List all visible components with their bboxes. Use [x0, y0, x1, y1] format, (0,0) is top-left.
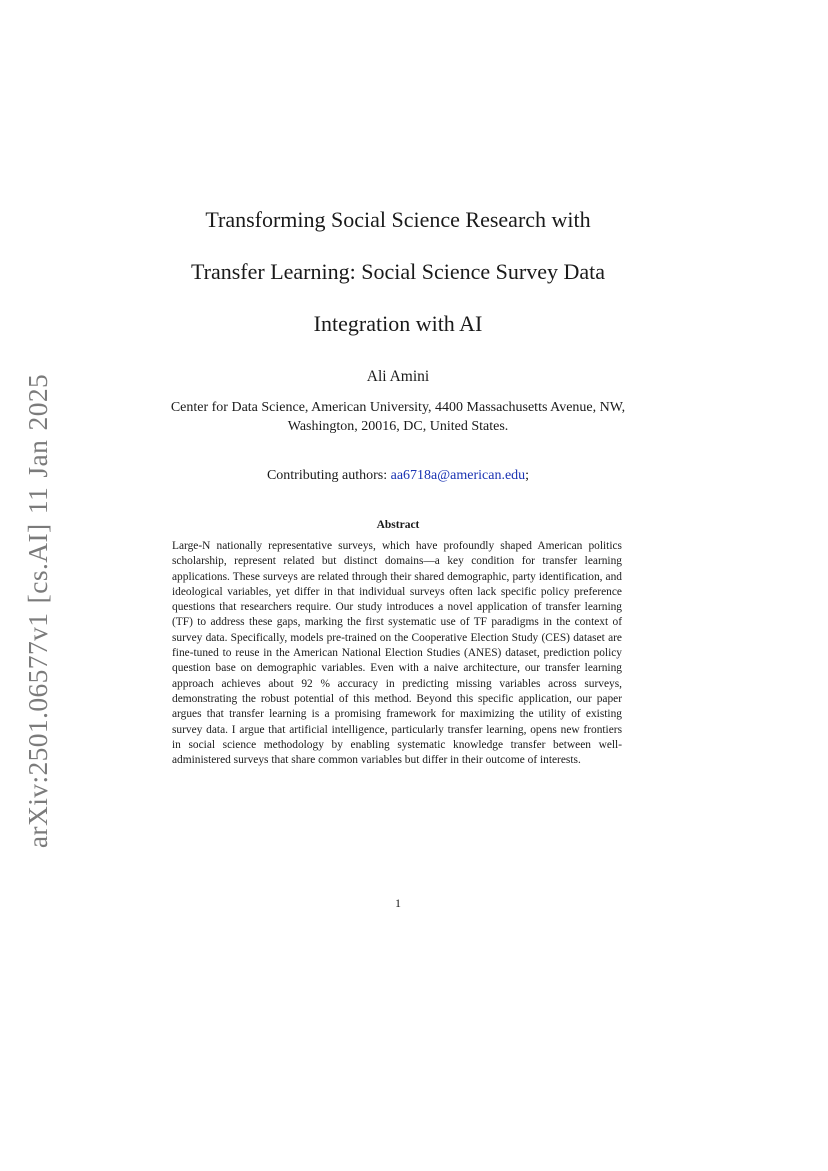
title-line: Transfer Learning: Social Science Survey Data — [190, 259, 605, 284]
paper-title — [110, 194, 686, 350]
contributing-authors-label: Contributing authors: — [266, 468, 388, 483]
title-line: Integration with AI — [313, 311, 483, 336]
title-line: Transforming Social Science Research with — [205, 207, 591, 232]
author-affiliation: Center for Data Science, American University, 4400 Massachusetts Avenue, NW, Washington, 20016, DC, United States. — [170, 400, 626, 434]
contributing-authors — [110, 468, 686, 484]
arxiv-identifier: arXiv:2501.06577v1 [cs.AI] 11 Jan 2025 — [22, 373, 53, 849]
abstract-heading: Abstract — [376, 519, 420, 531]
author-name: Ali Amini — [366, 368, 430, 385]
page-number: 1 — [395, 896, 401, 910]
abstract-body: Large-N nationally representative surveys, which have profoundly shaped American politics scholarship, represent related but distinct domains—a key condition for transfer learning applications. These surveys are related through their shared demographic, party identification, and ideological variables, yet differ in that individual surveys often lack specific policy preference questions that researchers require. Our study introduces a novel application of transfer learning (TF) to address these gaps, marking the first systematic use of TF paradigms in the context of survey data. Specifically, models pre-trained on the Cooperative Election Study (CES) dataset are fine-tuned to reuse in the American National Election Studies (ANES) dataset, prediction policy question base on demographic variables. Even with a naive architecture, our transfer learning approach achieves about 92 % accuracy in predicting missing variables across surveys, demonstrating the robust potential of this method. Beyond this specific application, our paper argues that transfer learning is a promising framework for maximizing the utility of existing survey data. I argue that artificial intelligence, particularly transfer learning, opens new frontiers in social science methodology by enabling systematic knowledge transfer between well-administered surveys that share common variables but differ in their outcome of interests. — [172, 540, 622, 767]
contributing-authors-suffix: ; — [525, 468, 530, 483]
author-email-link[interactable]: aa6718a@american.edu — [390, 468, 526, 483]
